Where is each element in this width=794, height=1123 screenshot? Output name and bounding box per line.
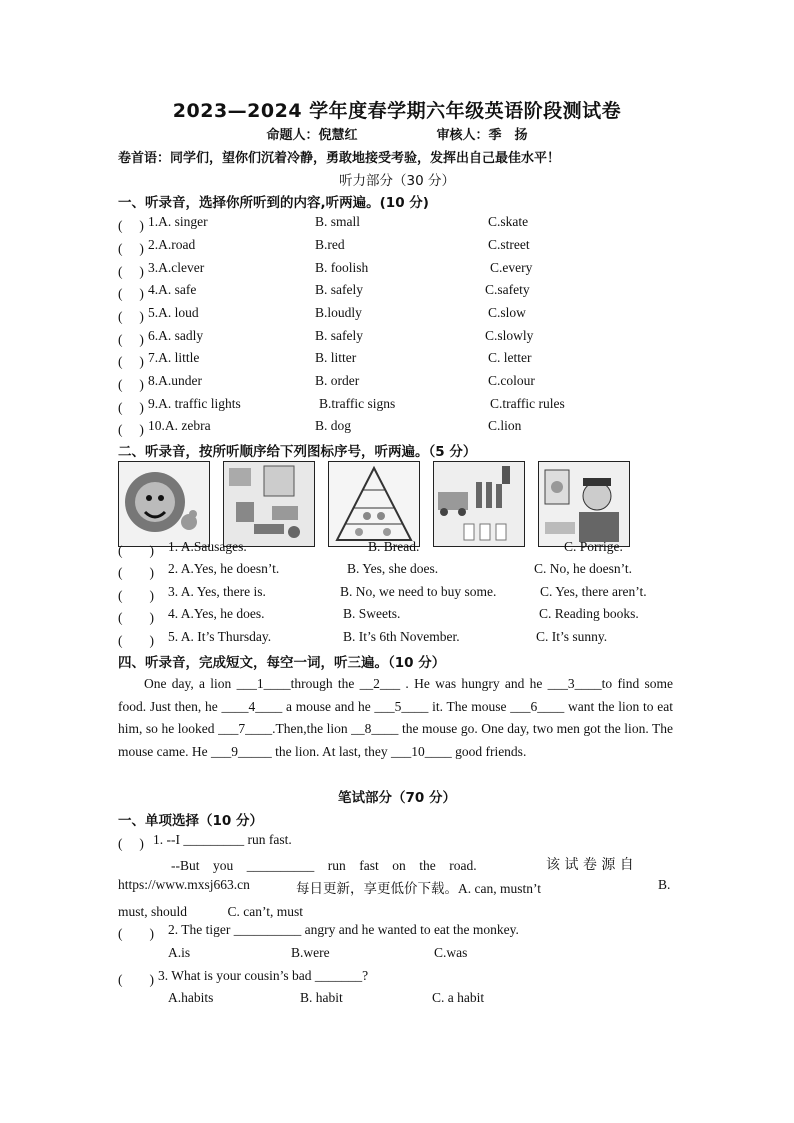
answer-blank[interactable]: ( ) bbox=[118, 588, 154, 603]
answer-blank[interactable]: ( ) bbox=[118, 332, 144, 347]
question-1-line-4 bbox=[118, 900, 673, 920]
question-text: 2. The tiger __________ angry and he wanted to eat the monkey. bbox=[168, 922, 519, 937]
exam-title: 2023—2024 学年度春学期六年级英语阶段测试卷 bbox=[172, 100, 622, 122]
question-3-options bbox=[118, 990, 673, 1010]
option-c: C.safety bbox=[485, 282, 530, 297]
option-c: C. letter bbox=[488, 350, 532, 365]
option-c: C.street bbox=[488, 237, 530, 252]
question-1-line-2 bbox=[118, 854, 673, 874]
listening-part2-heading: 二、听录音，按所听顺序给下列图标序号，听两遍。（5 分） bbox=[118, 444, 477, 460]
question-2 bbox=[118, 922, 673, 942]
question-text: 1. --I _________ run fast. bbox=[153, 832, 292, 847]
answer-blank[interactable]: ( ) bbox=[118, 543, 154, 558]
cloze-passage: One day, a lion ___1____through the __2___ . He was hungry and he ___3____to find some food. Just then, he ____4____ a mouse and he ___5____ it. The mouse ___6____ want the lion to eat him, so he looked ___7____.Then,the lion __8____ the mouse go. One day, two men got the lion. The mouse came. He ___9_____ the lion. At last, they ___10____ good friends. bbox=[118, 676, 673, 759]
option-c: C.slow bbox=[488, 305, 526, 320]
answer-blank[interactable]: ( ) bbox=[118, 309, 144, 324]
written-section-heading: 笔试部分（70 分） bbox=[338, 790, 456, 806]
list-item bbox=[118, 561, 673, 581]
option-a: 8.A.under bbox=[148, 373, 202, 388]
food-pyramid-picture bbox=[328, 461, 420, 547]
option-c: C.colour bbox=[488, 373, 535, 388]
option-a: 2. A.Yes, he doesn’t. bbox=[168, 561, 280, 576]
option-b: B. dog bbox=[315, 418, 352, 433]
source-note: 该 试 卷 源 自 bbox=[546, 857, 634, 873]
list-item bbox=[118, 237, 698, 257]
option-c: C. a habit bbox=[432, 990, 485, 1005]
option-b: B. Sweets. bbox=[343, 606, 401, 621]
zebra-crossing-picture bbox=[433, 461, 525, 547]
option-a: 3. A. Yes, there is. bbox=[168, 584, 266, 599]
option-a: A.habits bbox=[168, 990, 214, 1005]
option-c: C. Porrige. bbox=[564, 539, 623, 554]
answer-blank[interactable]: ( ) bbox=[118, 972, 154, 987]
answer-blank[interactable]: ( ) bbox=[118, 377, 144, 392]
option-c: C. No, he doesn’t. bbox=[534, 561, 632, 576]
source-url[interactable]: https://www.mxsj663.cn bbox=[118, 877, 250, 892]
answer-blank[interactable]: ( ) bbox=[118, 286, 144, 301]
list-item bbox=[118, 396, 698, 416]
list-item bbox=[118, 328, 698, 348]
option-a: 4. A.Yes, he does. bbox=[168, 606, 265, 621]
question-1-line-3 bbox=[118, 877, 673, 897]
answer-blank[interactable]: ( ) bbox=[118, 354, 144, 369]
question-3 bbox=[118, 968, 673, 988]
list-item bbox=[118, 305, 698, 325]
picture-strip bbox=[118, 461, 638, 551]
option-a: 2.A.road bbox=[148, 237, 196, 252]
answer-blank[interactable]: ( ) bbox=[118, 422, 144, 437]
author-label: 命题人：倪慧红 bbox=[266, 128, 358, 143]
answer-blank[interactable]: ( ) bbox=[118, 241, 144, 256]
option-a: 3.A.clever bbox=[148, 260, 205, 275]
option-a: 9.A. traffic lights bbox=[148, 396, 241, 411]
answer-blank[interactable]: ( ) bbox=[118, 218, 144, 233]
option-b: B.loudly bbox=[315, 305, 362, 320]
option-a: 6.A. sadly bbox=[148, 328, 204, 343]
list-item bbox=[118, 539, 673, 559]
option-c: C. It’s sunny. bbox=[536, 629, 608, 644]
source-note-options: 每日更新，享更低价下载。A. can, mustn’t bbox=[296, 881, 541, 896]
option-b: B.traffic signs bbox=[319, 396, 396, 411]
option-b-c: must, should C. can’t, must bbox=[118, 904, 304, 919]
option-a: 5.A. loud bbox=[148, 305, 199, 320]
option-b: B.were bbox=[291, 945, 330, 960]
answer-blank[interactable]: ( ) bbox=[118, 400, 144, 415]
option-a: A.is bbox=[168, 945, 191, 960]
option-c: C.slowly bbox=[485, 328, 534, 343]
option-a: 5. A. It’s Thursday. bbox=[168, 629, 272, 644]
option-b: B. Bread. bbox=[368, 539, 420, 554]
option-c: C.lion bbox=[488, 418, 522, 433]
exam-authors bbox=[0, 124, 794, 143]
messy-room-picture bbox=[223, 461, 315, 547]
listening-part1-heading: 一、听录音，选择你所听到的内容,听两遍。(10 分) bbox=[118, 195, 429, 211]
answer-blank[interactable]: ( ) bbox=[118, 633, 154, 648]
option-b: B. No, we need to buy some. bbox=[340, 584, 497, 599]
reviewer-label: 审核人：季 扬 bbox=[436, 128, 528, 143]
option-c: C. Yes, there aren’t. bbox=[540, 584, 647, 599]
boy-brushing-teeth-picture bbox=[538, 461, 630, 547]
option-a: 4.A. safe bbox=[148, 282, 197, 297]
answer-blank[interactable]: ( ) bbox=[118, 565, 154, 580]
option-c: C.every bbox=[490, 260, 533, 275]
option-c: C.was bbox=[434, 945, 468, 960]
list-item bbox=[118, 282, 698, 302]
option-b: B. small bbox=[315, 214, 361, 229]
listening-section-heading: 听力部分（30 分） bbox=[339, 173, 455, 189]
list-item bbox=[118, 350, 698, 370]
option-b: B. order bbox=[315, 373, 360, 388]
answer-blank[interactable]: ( ) bbox=[118, 610, 154, 625]
option-b: B. habit bbox=[300, 990, 343, 1005]
option-c: C.traffic rules bbox=[490, 396, 565, 411]
option-b: B. It’s 6th November. bbox=[343, 629, 460, 644]
question-1 bbox=[118, 832, 673, 852]
question-text: 3. What is your cousin’s bad _______? bbox=[158, 968, 369, 983]
option-b: B. Yes, she does. bbox=[347, 561, 439, 576]
list-item bbox=[118, 606, 673, 626]
question-2-options bbox=[118, 945, 673, 965]
option-a: 7.A. little bbox=[148, 350, 200, 365]
option-b: B. safely bbox=[315, 328, 363, 343]
option-b: B. safely bbox=[315, 282, 363, 297]
option-c: C. Reading books. bbox=[539, 606, 639, 621]
question-text: --But you __________ run fast on the road. bbox=[171, 858, 477, 873]
list-item bbox=[118, 418, 698, 438]
option-a: 10.A. zebra bbox=[148, 418, 211, 433]
option-c: C.skate bbox=[488, 214, 529, 229]
option-b: B.red bbox=[315, 237, 345, 252]
list-item bbox=[118, 629, 673, 649]
listening-part4-heading: 四、听录音，完成短文，每空一词，听三遍。（10 分） bbox=[118, 655, 446, 671]
list-item bbox=[118, 214, 698, 234]
exam-motto: 卷首语：同学们，望你们沉着冷静，勇敢地接受考验，发挥出自己最佳水平！ bbox=[118, 151, 561, 166]
option-a: 1.A. singer bbox=[148, 214, 208, 229]
list-item bbox=[118, 260, 698, 280]
option-b: B. foolish bbox=[315, 260, 369, 275]
answer-blank[interactable]: ( ) bbox=[118, 264, 144, 279]
list-item bbox=[118, 584, 673, 604]
answer-blank[interactable]: ( ) bbox=[118, 926, 154, 941]
option-b: B. bbox=[658, 877, 671, 892]
option-b: B. litter bbox=[315, 350, 357, 365]
list-item bbox=[118, 373, 698, 393]
written-part1-heading: 一、单项选择（10 分） bbox=[118, 813, 263, 829]
lion-and-mouse-picture bbox=[118, 461, 210, 547]
option-a: 1. A.Sausages. bbox=[168, 539, 247, 554]
answer-blank[interactable]: ( ) bbox=[118, 836, 144, 851]
